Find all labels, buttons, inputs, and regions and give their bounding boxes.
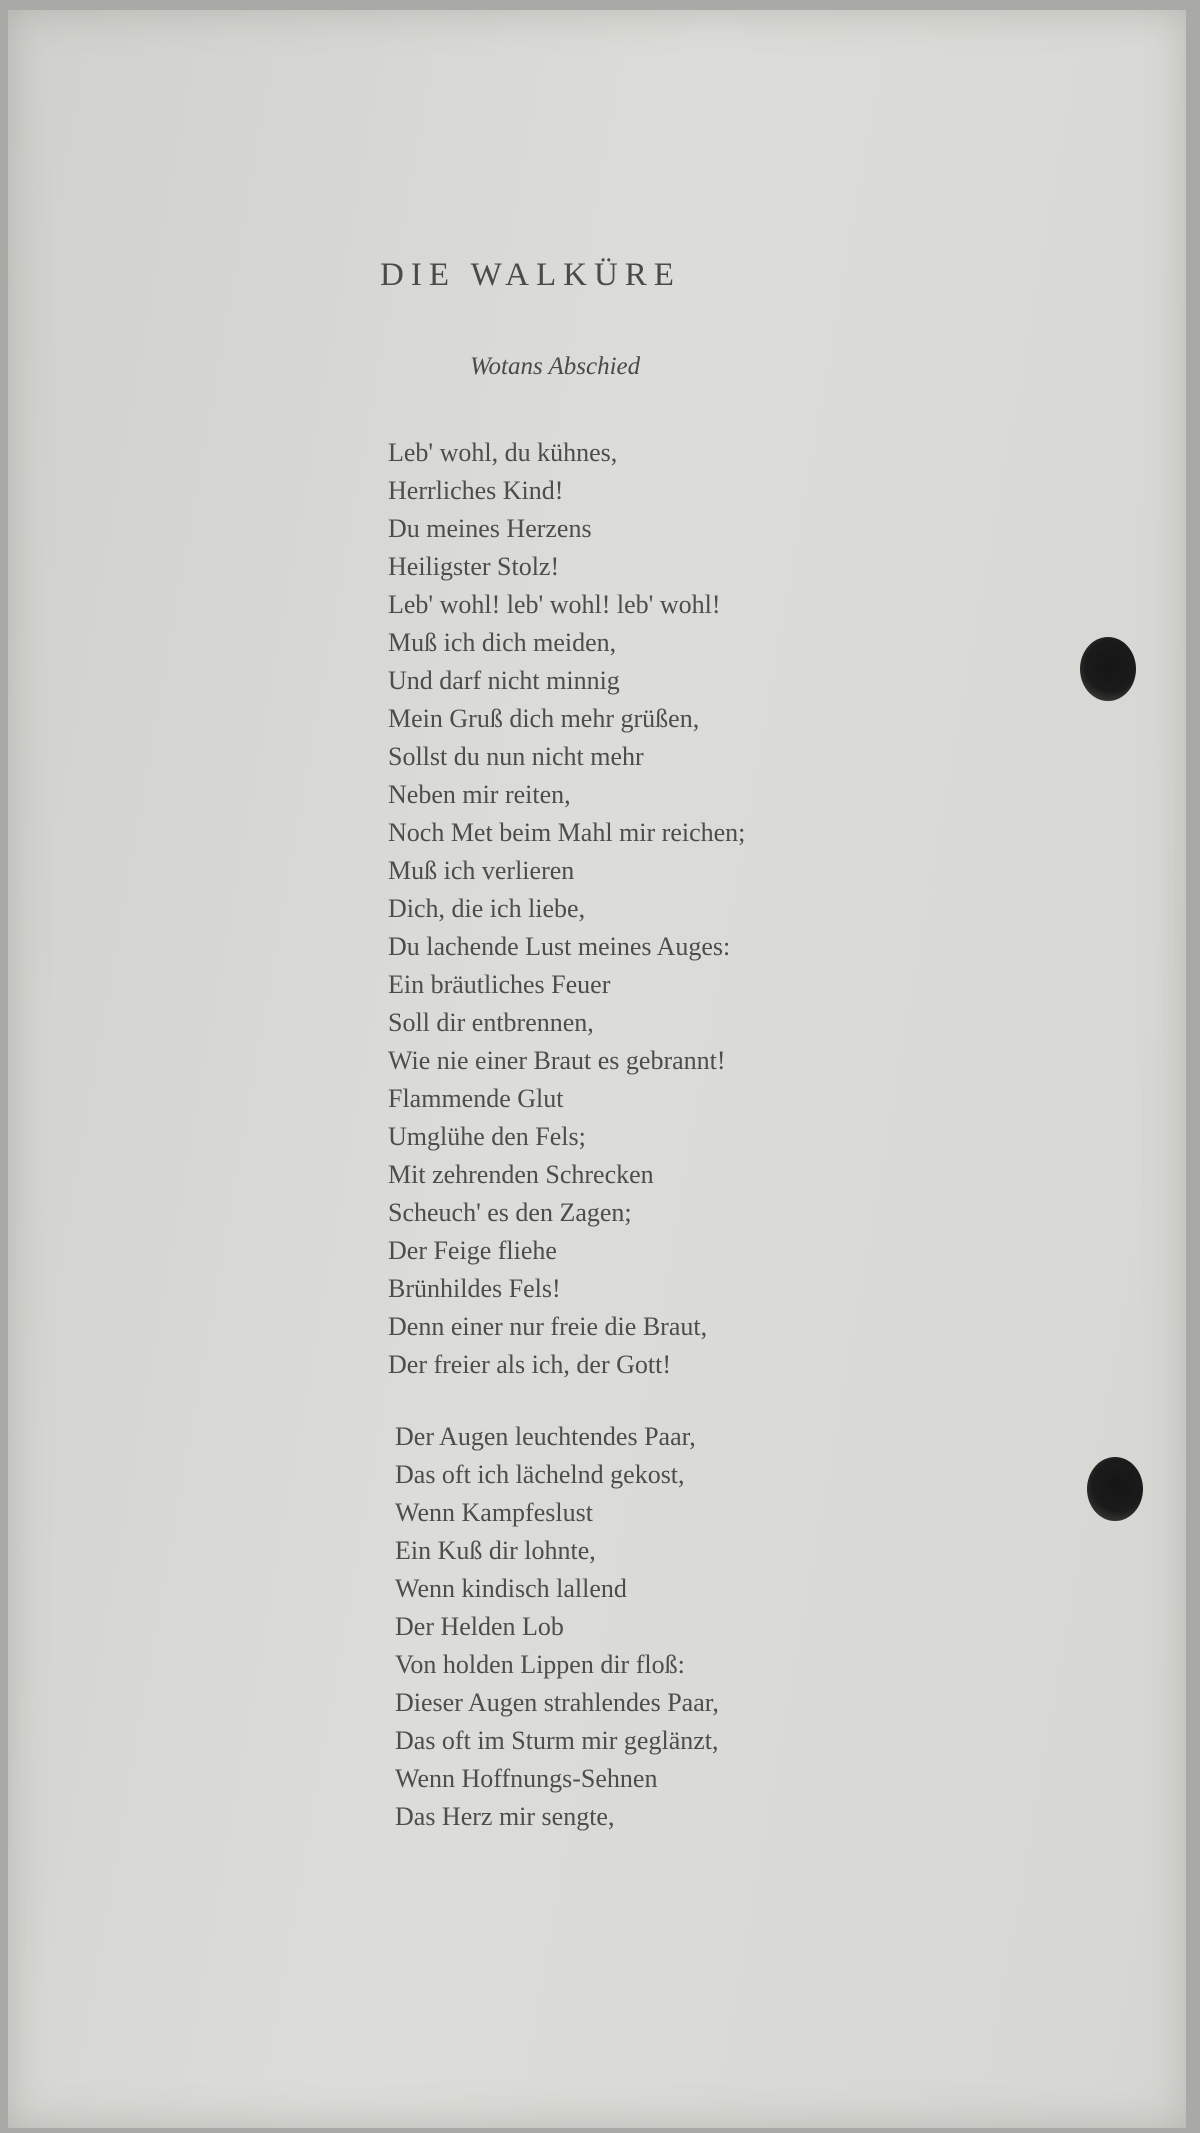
- poem-line: Du lachende Lust meines Auges:: [388, 932, 731, 961]
- poem-line: Wenn Kampfeslust: [395, 1498, 593, 1527]
- poem-line: Dieser Augen strahlendes Paar,: [395, 1688, 719, 1717]
- poem-line: Ein bräutliches Feuer: [388, 970, 611, 999]
- poem-line: Du meines Herzens: [388, 514, 592, 543]
- poem-line: Das oft im Sturm mir geglänzt,: [395, 1726, 719, 1755]
- poem-line: Umglühe den Fels;: [388, 1122, 586, 1151]
- page-title: DIE WALKÜRE: [380, 257, 681, 293]
- poem-line: Neben mir reiten,: [388, 780, 571, 809]
- poem-line: Noch Met beim Mahl mir reichen;: [388, 818, 746, 847]
- poem-line: Flammende Glut: [388, 1084, 564, 1113]
- poem-line: Mein Gruß dich mehr grüßen,: [388, 704, 700, 733]
- poem-line: Heiligster Stolz!: [388, 552, 560, 581]
- poem-line: Wenn Hoffnungs-Sehnen: [395, 1764, 658, 1793]
- poem-line: Denn einer nur freie die Braut,: [388, 1312, 708, 1341]
- poem-line: Und darf nicht minnig: [388, 666, 620, 695]
- poem-line: Der freier als ich, der Gott!: [388, 1350, 671, 1379]
- poem-line: Leb' wohl! leb' wohl! leb' wohl!: [388, 590, 721, 619]
- poem-line: Wie nie einer Braut es gebrannt!: [388, 1046, 726, 1075]
- poem-line: Mit zehrenden Schrecken: [388, 1160, 654, 1189]
- poem-line: Ein Kuß dir lohnte,: [395, 1536, 596, 1565]
- poem-line: Muß ich dich meiden,: [388, 628, 617, 657]
- poem-line: Der Augen leuchtendes Paar,: [395, 1422, 696, 1451]
- poem-line: Das oft ich lächelnd gekost,: [395, 1460, 685, 1489]
- page-subtitle: Wotans Abschied: [470, 353, 641, 380]
- poem-line: Dich, die ich liebe,: [388, 894, 586, 923]
- poem-line: Brünhildes Fels!: [388, 1274, 561, 1303]
- punch-hole-upper: [1080, 637, 1136, 701]
- poem-line: Herrliches Kind!: [388, 476, 564, 505]
- poem-stanza-1: [388, 434, 745, 1384]
- poem-line: Das Herz mir sengte,: [395, 1802, 615, 1831]
- poem-line: Wenn kindisch lallend: [395, 1574, 627, 1603]
- punch-hole-lower: [1087, 1457, 1143, 1521]
- poem-stanza-2: [395, 1418, 719, 1836]
- poem-line: Von holden Lippen dir floß:: [395, 1650, 685, 1679]
- poem-line: Leb' wohl, du kühnes,: [388, 438, 618, 467]
- poem-line: Der Feige fliehe: [388, 1236, 557, 1265]
- poem-line: Muß ich verlieren: [388, 856, 575, 885]
- poem-line: Sollst du nun nicht mehr: [388, 742, 644, 771]
- poem-line: Soll dir entbrennen,: [388, 1008, 594, 1037]
- poem-line: Scheuch' es den Zagen;: [388, 1198, 632, 1227]
- poem-line: Der Helden Lob: [395, 1612, 564, 1641]
